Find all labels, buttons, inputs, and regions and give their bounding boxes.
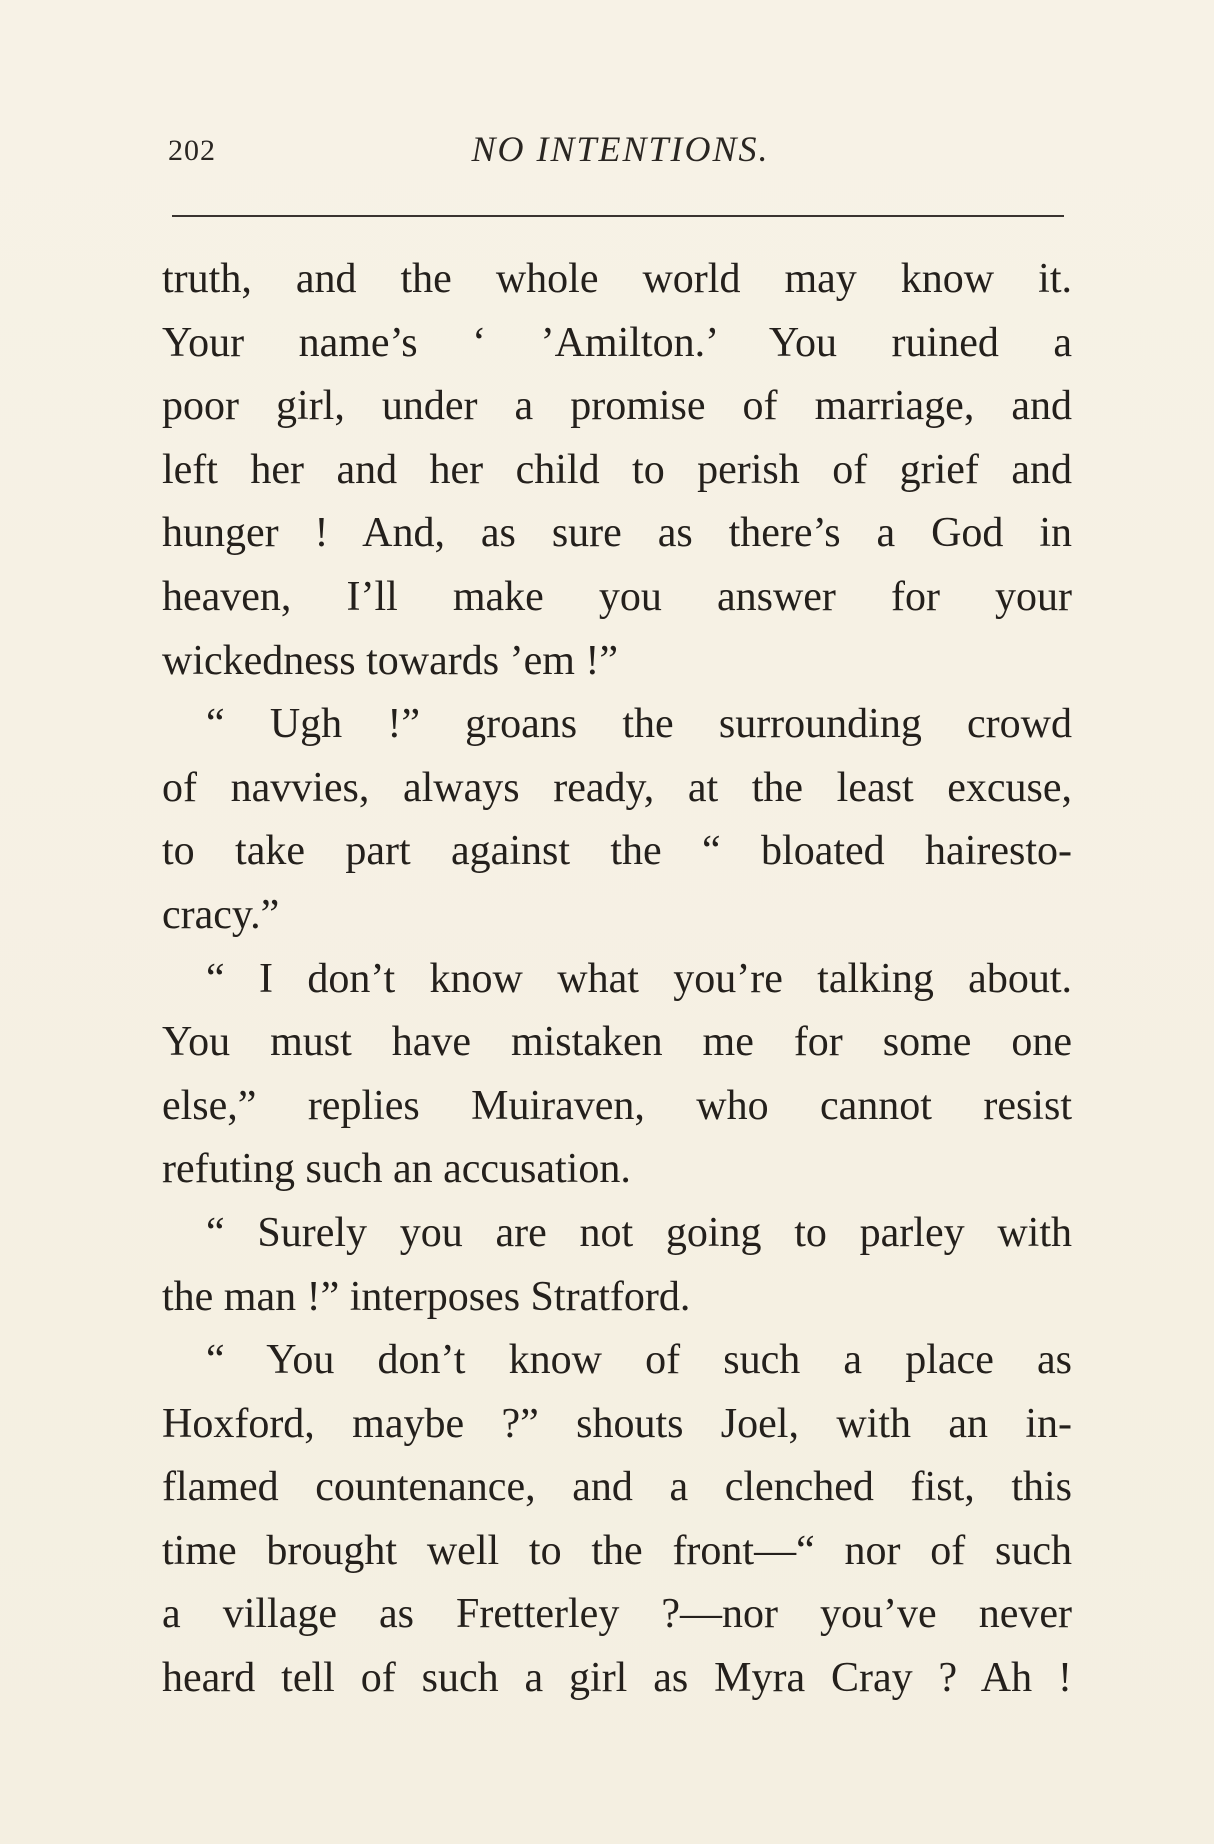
text-line: heard tell of such a girl as Myra Cray ? Ah ! [162,1655,1072,1702]
header-rule [172,215,1064,217]
text-line: to take part against the “ bloated hairesto- [162,828,1072,875]
running-head: NO INTENTIONS. [471,129,770,169]
text-line: refuting such an accusation. [162,1146,631,1193]
text-line: poor girl, under a promise of marriage, and [162,383,1072,430]
text-line: wickedness towards ’em !” [162,637,619,684]
text-line: time brought well to the front—“ nor of such [162,1527,1072,1574]
text-line: left her and her child to perish of grief and [162,446,1072,493]
text-line: “ Ugh !” groans the surrounding crowd [206,701,1072,748]
page-number: 202 [168,134,216,167]
text-line: “ I don’t know what you’re talking about. [206,955,1072,1002]
text-line: “ You don’t know of such a place as [206,1337,1072,1384]
text-line: truth, and the whole world may know it. [162,256,1072,302]
text-line: “ Surely you are not going to parley with [206,1209,1072,1256]
text-line: Hoxford, maybe ?” shouts Joel, with an in- [162,1400,1072,1447]
body-text [162,248,1072,1711]
text-line: the man !” interposes Stratford. [162,1273,691,1320]
text-line: a village as Fretterley ?—nor you’ve never [162,1591,1072,1638]
text-line: You must have mistaken me for some one [162,1019,1072,1066]
text-line: of navvies, always ready, at the least excuse, [162,764,1072,811]
text-line: else,” replies Muiraven, who cannot resist [162,1082,1072,1129]
text-line: Your name’s ‘ ’Amilton.’ You ruined a [162,319,1072,366]
text-line: cracy.” [162,891,280,938]
text-line: flamed countenance, and a clenched fist, this [162,1464,1072,1511]
text-line: hunger ! And, as sure as there’s a God in [162,510,1072,557]
text-line: heaven, I’ll make you answer for your [162,573,1072,620]
page-header [168,128,1073,178]
